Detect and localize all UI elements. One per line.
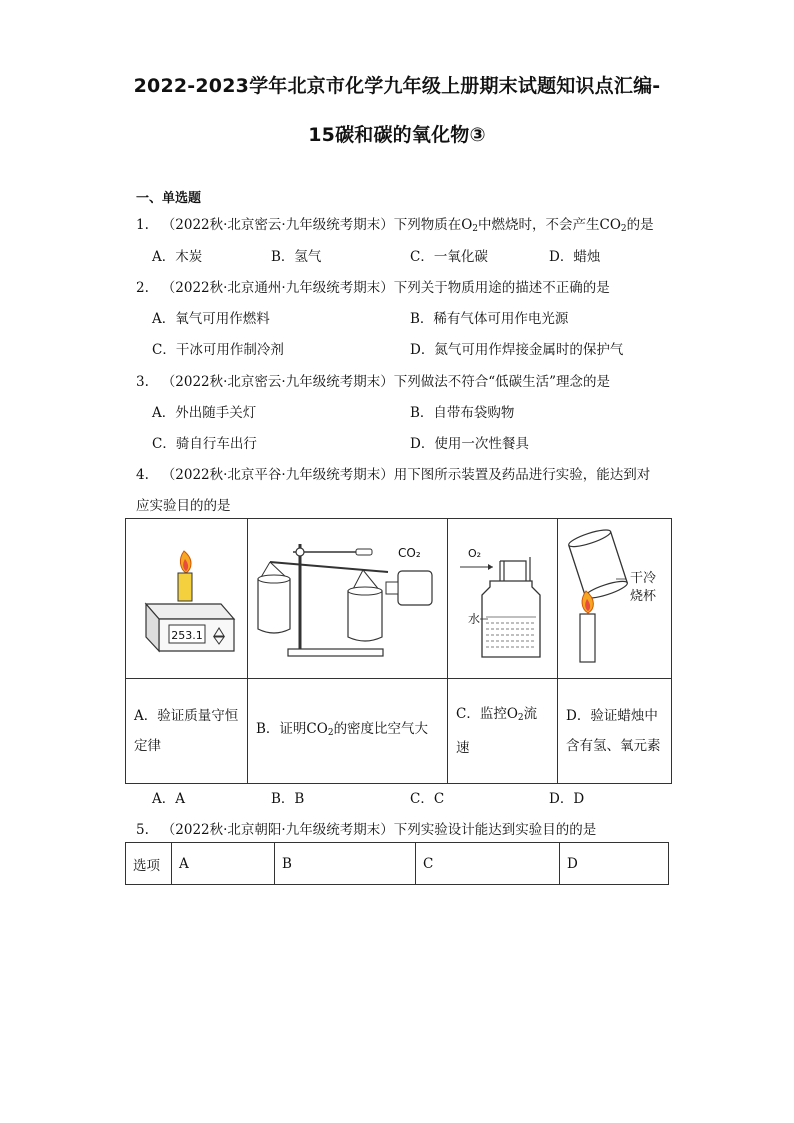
- co2-bottle: [398, 571, 432, 605]
- q3-option-b: B．自带布袋购物: [410, 405, 515, 421]
- q3-option-d: D．使用一次性餐具: [410, 436, 529, 452]
- q1-option-a: A．木炭: [152, 249, 203, 265]
- q4-figure-table: [125, 518, 672, 784]
- scale-reading: 253.1: [171, 629, 203, 642]
- figure-c-cell: [448, 519, 558, 679]
- question-4: [136, 463, 650, 483]
- caption-c: C．监控$O_2$流速: [448, 679, 558, 784]
- q4-text-line2: 应实验目的的是: [136, 498, 231, 514]
- q4-text-line1: （2022秋·北京平谷·九年级统考期末）用下图所示装置及药品进行实验，能达到对: [161, 467, 651, 483]
- q2-number: 2.: [136, 280, 149, 296]
- candle-icon: [580, 614, 595, 662]
- figure-c-gas-bottle: [448, 519, 557, 674]
- caption-a: A．验证质量守恒定律: [126, 679, 248, 784]
- cold-beaker-label-1: 干冷: [630, 571, 657, 586]
- q3-text: （2022秋·北京密云·九年级统考期末）下列做法不符合“低碳生活”理念的是: [161, 374, 611, 390]
- q2-text: （2022秋·北京通州·九年级统考期末）下列关于物质用途的描述不正确的是: [161, 280, 610, 296]
- question-5: [136, 818, 596, 838]
- candle-icon: [178, 573, 192, 601]
- q5-table: [125, 842, 669, 885]
- q4-option-b: B．B: [271, 791, 305, 807]
- q5-header-b: B: [275, 843, 416, 885]
- beaker-icon: [567, 527, 629, 601]
- question-1: [136, 213, 654, 234]
- q5-header-c: C: [416, 843, 560, 885]
- left-bag: [258, 579, 290, 633]
- q1-option-b: B．氢气: [271, 249, 322, 265]
- doc-title-line2: 15碳和碳的氧化物③: [308, 124, 486, 146]
- figure-b-cell: [248, 519, 448, 679]
- section-heading: 一、单选题: [136, 191, 202, 206]
- water-label: 水: [468, 612, 481, 626]
- wash-bottle: [482, 581, 540, 657]
- figure-a-cell: [126, 519, 248, 679]
- cold-beaker-label-2: 烧杯: [630, 589, 657, 604]
- co2-label: CO₂: [398, 546, 421, 560]
- figure-d-cell: [558, 519, 672, 679]
- q5-header-a: A: [172, 843, 275, 885]
- figure-b-balance: [248, 519, 447, 674]
- q2-option-c: C．干冰可用作制冷剂: [152, 342, 284, 358]
- q1-text-post: 的是: [626, 217, 654, 233]
- question-3: [136, 370, 610, 390]
- q3-number: 3.: [136, 374, 149, 390]
- q1-text-pre: （2022秋·北京密云·九年级统考期末）下列物质在O: [161, 217, 473, 233]
- q1-option-d: D．蜡烛: [549, 249, 601, 265]
- q5-text: （2022秋·北京朝阳·九年级统考期末）下列实验设计能达到实验目的的是: [161, 822, 597, 838]
- q5-number: 5.: [136, 822, 149, 838]
- right-bag: [348, 591, 382, 641]
- q1-sub1: 2: [472, 224, 479, 234]
- q1-text-mid: 中燃烧时，不会产生CO: [478, 217, 621, 233]
- q2-option-b: B．稀有气体可用作电光源: [410, 311, 569, 327]
- balance-beam: [270, 562, 388, 572]
- q4-option-c: C．C: [410, 791, 445, 807]
- q4-option-a: A．A: [152, 791, 185, 807]
- q3-option-a: A．外出随手关灯: [152, 405, 257, 421]
- arrow-right-icon: [488, 564, 493, 570]
- question-2: [136, 276, 610, 296]
- q5-header-option: 选项: [126, 843, 172, 885]
- o2-label: O₂: [468, 547, 482, 560]
- q1-number: 1.: [136, 217, 149, 233]
- q4-option-d: D．D: [549, 791, 585, 807]
- figure-d-beaker-candle: [558, 519, 671, 674]
- figure-a-scale-candle: [126, 519, 247, 674]
- caption-b: B．证明$CO_2$的密度比空气大: [248, 679, 448, 784]
- q3-option-c: C．骑自行车出行: [152, 436, 257, 452]
- caption-d: D．验证蜡烛中含有氢、氧元素: [558, 679, 672, 784]
- q1-sub2: 2: [620, 224, 627, 234]
- q2-option-a: A．氧气可用作燃料: [152, 311, 270, 327]
- q2-option-d: D．氮气可用作焊接金属时的保护气: [410, 342, 624, 358]
- q1-option-c: C．一氧化碳: [410, 249, 488, 265]
- q4-number: 4.: [136, 467, 149, 483]
- q5-header-d: D: [560, 843, 669, 885]
- doc-title-line1: 2022-2023学年北京市化学九年级上册期末试题知识点汇编-: [133, 75, 661, 97]
